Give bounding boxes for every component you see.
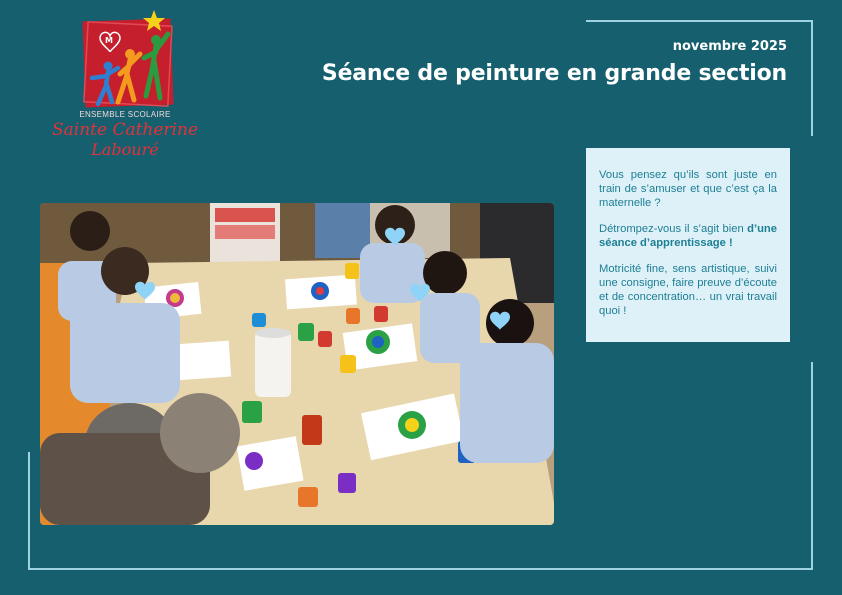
frame-left-line [28, 452, 30, 570]
logo-line-3: Labouré [91, 140, 159, 159]
paragraph-2 [599, 222, 777, 250]
frame-top-line [586, 20, 813, 22]
svg-text:M: M [105, 36, 113, 45]
date-label: novembre 2025 [672, 39, 787, 54]
page-title: Séance de peinture en grande section [321, 61, 787, 86]
paragraph-2-bold: d’une séance d’apprentissage ! [599, 223, 777, 249]
frame-bottom-line [28, 568, 813, 570]
text-box [586, 148, 790, 342]
paragraph-2-text: Détrompez-vous il s’agit bien [599, 223, 748, 235]
photo-illustration [40, 203, 554, 525]
frame-right-upper-line [811, 20, 813, 136]
class-painting-photo [40, 203, 554, 525]
logo-line-2: Sainte Catherine [51, 120, 199, 140]
paragraph-1: Vous pensez qu’ils sont juste en train de s’amuser et que c’est ça la maternelle ? [599, 169, 777, 209]
frame-right-lower-line [811, 362, 813, 570]
paragraph-3: Motricité fine, sens artistique, suivi une consigne, faire preuve d’écoute et de concentration… un vrai travail quoi ! [599, 263, 777, 317]
logo-line-1: ENSEMBLE SCOLAIRE [79, 110, 171, 119]
